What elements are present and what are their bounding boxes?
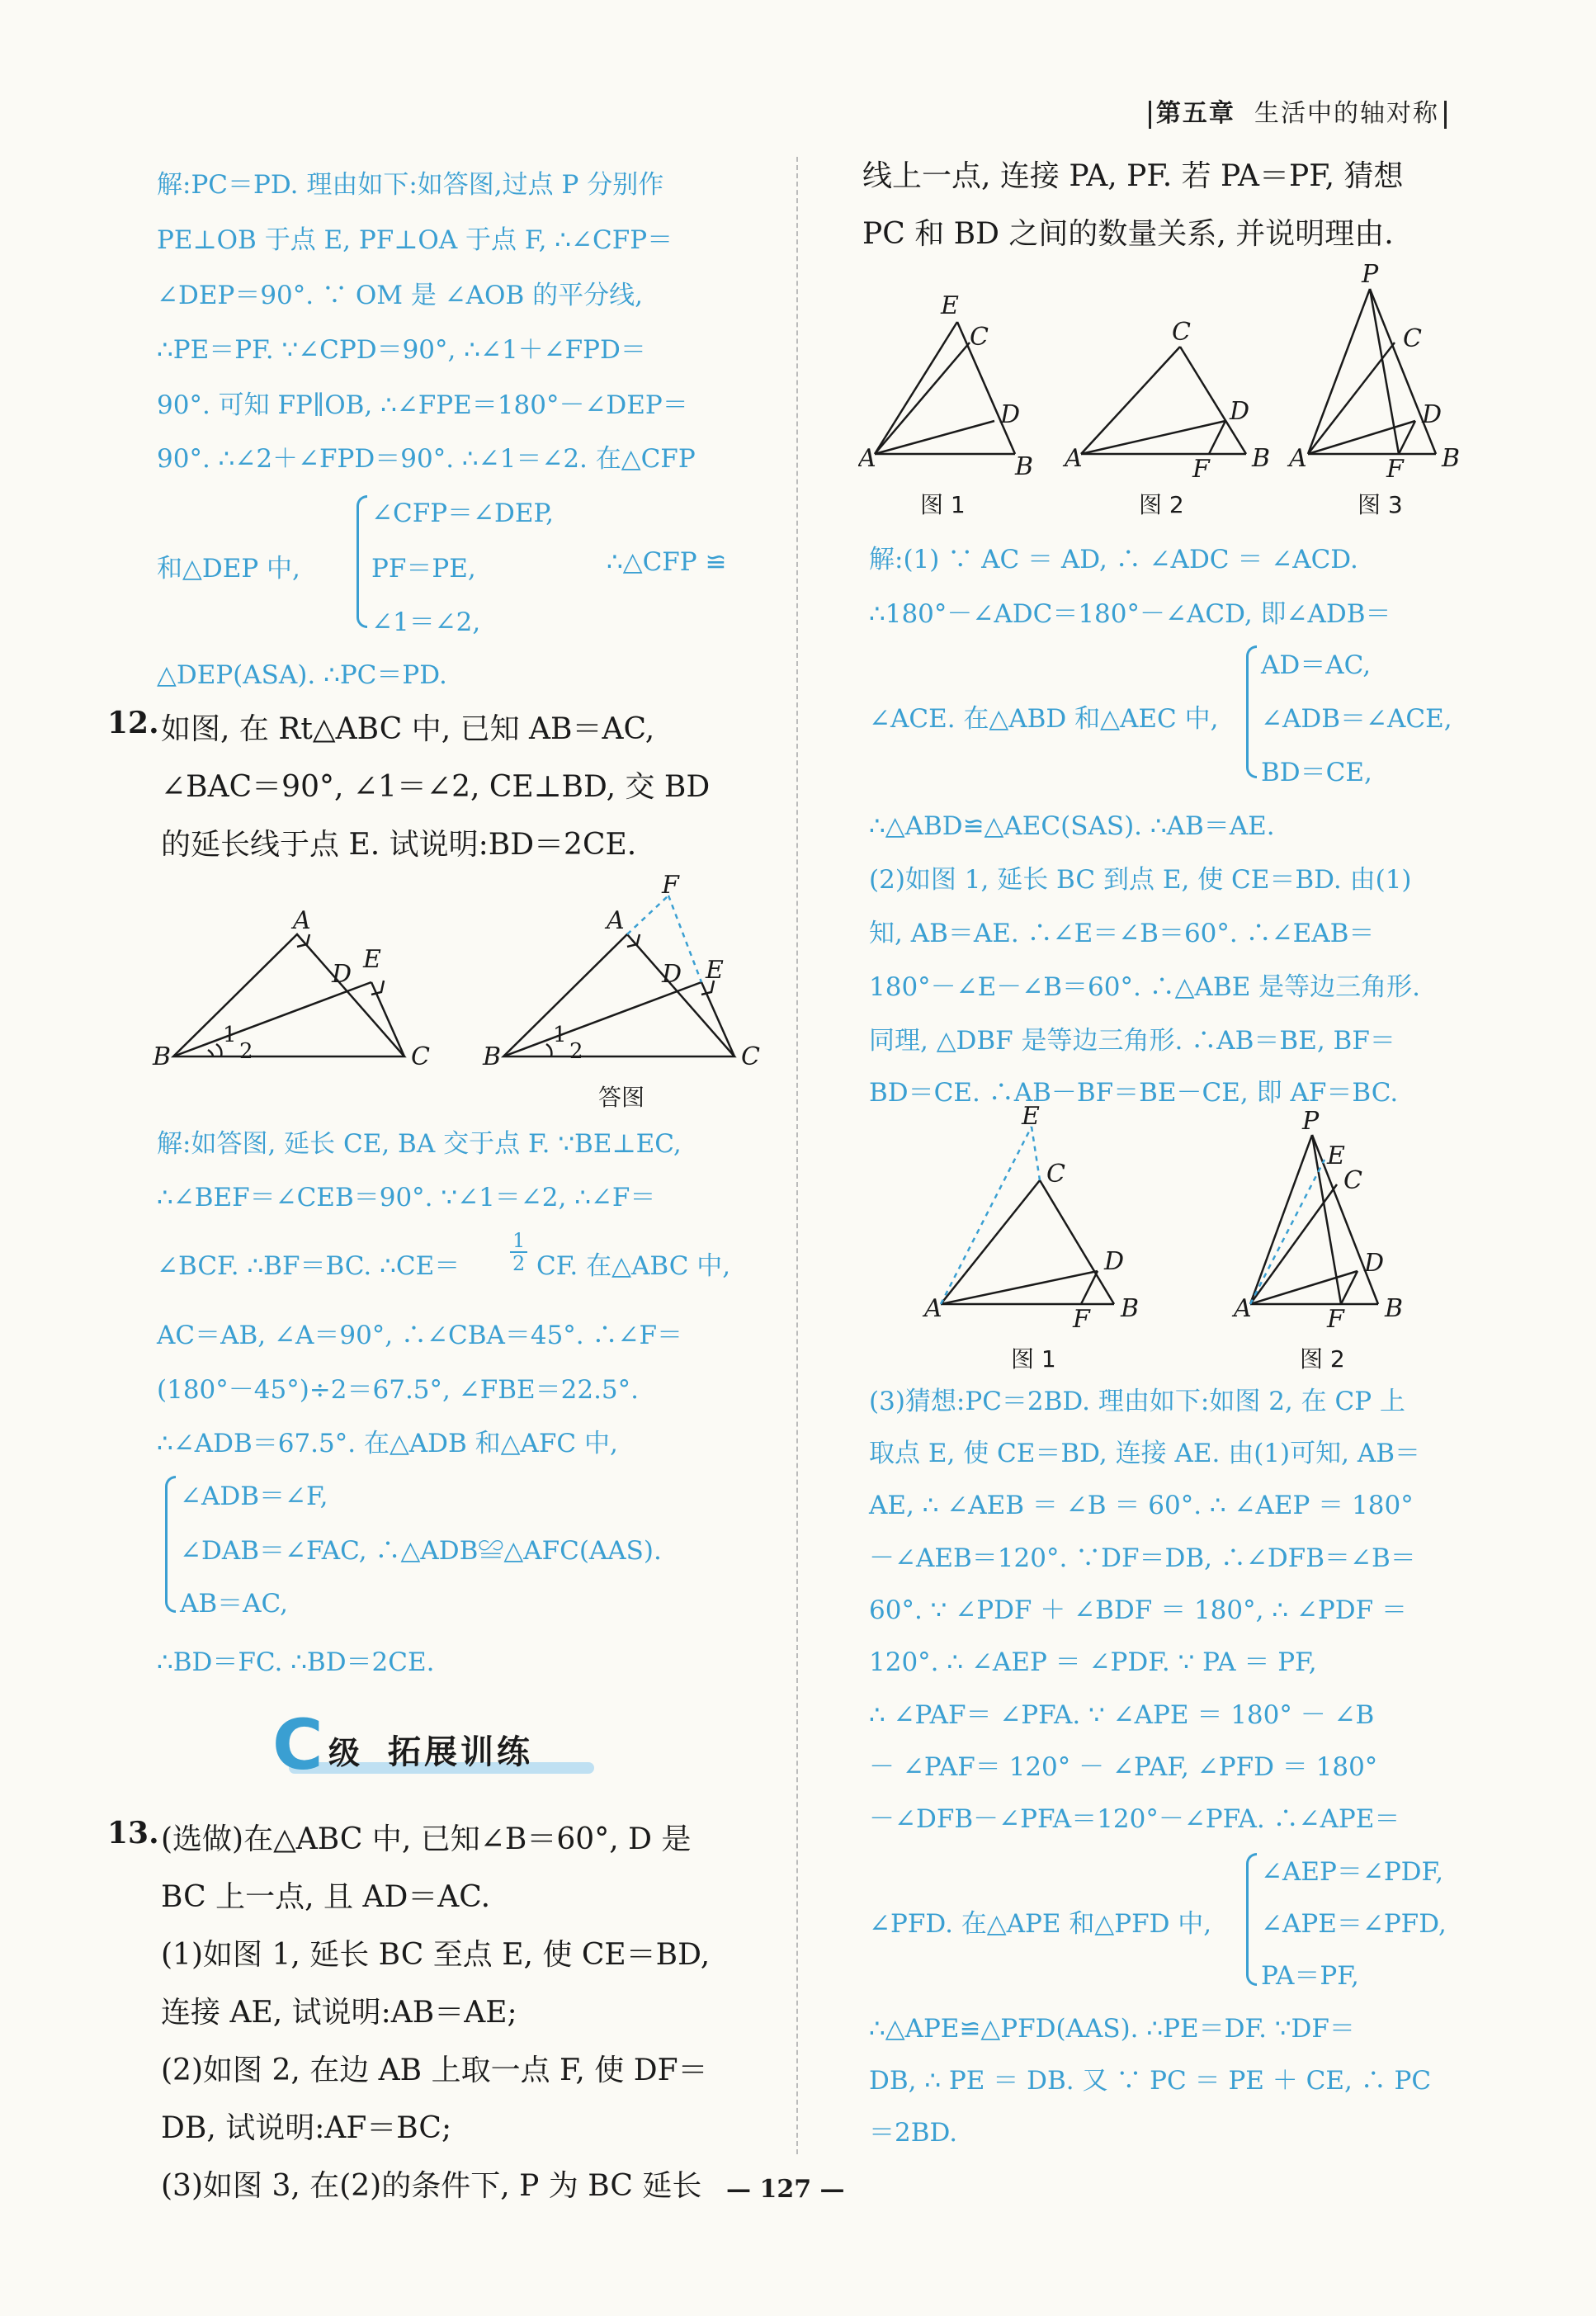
svg-text:A: A (1234, 1294, 1252, 1323)
q12-line: 的延长线于点 E. 试说明:BD＝2CE. (161, 828, 637, 862)
svg-text:C: C (970, 323, 989, 352)
sol13-line: 60°. ∵ ∠PDF ＋ ∠BDF ＝ 180°, ∴ ∠PDF ＝ (869, 1595, 1407, 1625)
svg-text:B: B (1121, 1294, 1140, 1323)
sol13-system-line: PA＝PF, (1261, 1961, 1359, 1991)
figure-q12 (149, 875, 776, 1073)
sol11-system-suffix: ∴△CFP ≌ (607, 547, 727, 577)
svg-text:B: B (153, 1042, 172, 1071)
svg-text:F: F (1073, 1305, 1090, 1334)
question-number: 13. (107, 1816, 159, 1850)
sol13-system-line: ∠ADB＝∠ACE, (1261, 704, 1452, 734)
q13-line: (3)如图 3, 在(2)的条件下, P 为 BC 延长 (161, 2169, 702, 2203)
svg-text:P: P (1302, 1107, 1320, 1136)
sol13-line: ＝2BD. (869, 2118, 958, 2148)
page-number-value: 127 (759, 2175, 812, 2204)
q13-line: 连接 AE, 试说明:AB＝AE; (161, 1996, 517, 2030)
sol13-line: － ∠PAF＝ 120° － ∠PAF, ∠PFD ＝ 180° (869, 1752, 1378, 1782)
sol13-line: AE, ∴ ∠AEB ＝ ∠B ＝ 60°. ∴ ∠AEP ＝ 180° (869, 1491, 1414, 1520)
brace (1246, 1853, 1257, 1986)
svg-text:P: P (1362, 264, 1379, 289)
badge-letter: C (272, 1704, 323, 1785)
svg-text:2: 2 (569, 1039, 583, 1064)
figure-q13 (858, 264, 1502, 487)
sol13-line: 120°. ∴ ∠AEP ＝ ∠PDF. ∵ PA ＝ PF, (869, 1647, 1317, 1677)
svg-text:1: 1 (223, 1023, 237, 1047)
sol13-system-line: BD＝CE, (1261, 758, 1372, 787)
sol13-line: ∴△APE≌△PFD(AAS). ∴PE＝DF. ∵DF＝ (869, 2014, 1355, 2044)
sol12-line: (180°－45°)÷2＝67.5°, ∠FBE＝22.5°. (157, 1375, 640, 1405)
q13-line: (1)如图 1, 延长 BC 至点 E, 使 CE＝BD, (161, 1938, 711, 1972)
q13-cont-line: PC 和 BD 之间的数量关系, 并说明理由. (862, 217, 1394, 251)
brace (357, 495, 367, 628)
svg-text:C: C (411, 1042, 430, 1071)
sol13-system-line: ∠APE＝∠PFD, (1261, 1909, 1447, 1939)
badge-level: 级 (328, 1734, 361, 1771)
svg-text:B: B (1015, 452, 1034, 481)
svg-text:1: 1 (553, 1023, 567, 1047)
svg-text:E: E (363, 945, 381, 974)
sol11-line: PE⊥OB 于点 E, PF⊥OA 于点 F, ∴∠CFP＝ (157, 225, 673, 255)
svg-text:D: D (662, 960, 682, 989)
svg-text:F: F (1192, 455, 1210, 484)
badge-title: 拓展训练 (388, 1732, 533, 1771)
sol13-line: (3)猜想:PC＝2BD. 理由如下:如图 2, 在 CP 上 (869, 1387, 1405, 1416)
svg-text:C: C (1343, 1166, 1362, 1195)
sol13-system-prefix: ∠PFD. 在△APE 和△PFD 中, (869, 1909, 1212, 1939)
sol13-line: －∠DFB－∠PFA＝120°－∠PFA. ∴∠APE＝ (869, 1804, 1400, 1834)
q12-line: ∠BAC＝90°, ∠1＝∠2, CE⊥BD, 交 BD (161, 770, 711, 804)
sol12-line: ∴∠BEF＝∠CEB＝90°. ∵∠1＝∠2, ∴∠F＝ (157, 1183, 656, 1212)
sol12-line: AC＝AB, ∠A＝90°, ∴∠CBA＝45°. ∴∠F＝ (157, 1321, 682, 1350)
sol12-end: ∴BD＝FC. ∴BD＝2CE. (157, 1647, 435, 1677)
sol11-system-line: ∠1＝∠2, (371, 607, 481, 637)
svg-text:A: A (858, 444, 876, 473)
sol13-line: 取点 E, 使 CE＝BD, 连接 AE. 由(1)可知, AB＝ (869, 1439, 1420, 1468)
sol13-line: DB, ∴ PE ＝ DB. 又 ∵ PC ＝ PE ＋ CE, ∴ PC (869, 2066, 1432, 2096)
sol11-system-line: ∠CFP＝∠DEP, (371, 499, 554, 528)
svg-text:A: A (1289, 444, 1307, 473)
sol13-system-line: AD＝AC, (1261, 650, 1372, 680)
figure-caption: 图 3 (1358, 491, 1403, 518)
sol13-system-prefix: ∠ACE. 在△ABD 和△AEC 中, (869, 704, 1219, 734)
svg-text:B: B (483, 1042, 502, 1071)
svg-text:B: B (1252, 444, 1271, 473)
svg-text:B: B (1442, 444, 1461, 473)
sol11-line: 90°. 可知 FP∥OB, ∴∠FPE＝180°－∠DEP＝ (157, 390, 688, 420)
svg-text:F: F (1386, 455, 1404, 484)
brace (165, 1476, 176, 1613)
svg-text:D: D (332, 960, 352, 989)
column-divider (796, 157, 798, 2154)
sol11-line: 90°. ∴∠2＋∠FPD＝90°. ∴∠1＝∠2. 在△CFP (157, 444, 696, 474)
svg-text:E: E (1327, 1141, 1345, 1170)
sol13-line: －∠AEB＝120°. ∵DF＝DB, ∴∠DFB＝∠B＝ (869, 1543, 1416, 1573)
q13-line: (选做)在△ABC 中, 已知∠B＝60°, D 是 (161, 1822, 692, 1856)
svg-text:D: D (1104, 1247, 1125, 1276)
q12-line: 如图, 在 Rt△ABC 中, 已知 AB＝AC, (161, 712, 655, 746)
sol12-line: ∴∠ADB＝67.5°. 在△ADB 和△AFC 中, (157, 1429, 618, 1458)
svg-text:E: E (941, 291, 959, 320)
figure-caption: 答图 (598, 1084, 645, 1111)
svg-text:A: A (293, 906, 311, 935)
figure-caption: 图 1 (1011, 1345, 1056, 1373)
sol13-line: 180°－∠E－∠B＝60°. ∴△ABE 是等边三角形. (869, 972, 1421, 1002)
svg-text:F: F (662, 875, 679, 900)
svg-text:F: F (1327, 1305, 1344, 1334)
question-number: 12. (107, 706, 159, 740)
sol11-line: ∠DEP＝90°. ∵ OM 是 ∠AOB 的平分线, (157, 281, 643, 310)
q13-line: (2)如图 2, 在边 AB 上取一点 F, 使 DF＝ (161, 2054, 708, 2087)
sol12-system-line: AB＝AC, (180, 1589, 289, 1619)
sol13-line: ∴△ABD≌△AEC(SAS). ∴AB＝AE. (869, 811, 1275, 841)
svg-text:A: A (924, 1294, 942, 1323)
sol12-line: CF. 在△ABC 中, (536, 1251, 731, 1281)
sol12-system-line: ∠DAB＝∠FAC, ∴△ADB≌△AFC(AAS). (180, 1536, 662, 1566)
svg-text:E: E (1022, 1106, 1040, 1131)
svg-text:C: C (741, 1042, 760, 1071)
svg-text:D: D (1364, 1249, 1385, 1278)
svg-text:D: D (1422, 400, 1443, 429)
sol13-line: BD＝CE. ∴AB－BF＝BE－CE, 即 AF＝BC. (869, 1078, 1399, 1108)
svg-text:C: C (1046, 1160, 1065, 1189)
page-number: — 127 — (726, 2175, 845, 2204)
figure-caption: 图 1 (920, 491, 966, 518)
svg-text:B: B (1385, 1294, 1404, 1323)
q13-line: DB, 试说明:AF＝BC; (161, 2111, 452, 2145)
fraction (510, 1230, 527, 1274)
sol13-line: 知, AB＝AE. ∴∠E＝∠B＝60°. ∴∠EAB＝ (869, 919, 1375, 948)
fraction-numerator: 1 (510, 1230, 527, 1253)
figure-solution-q13 (916, 1106, 1461, 1337)
sol13-line: ∴180°－∠ADC＝180°－∠ACD, 即∠ADB＝ (869, 599, 1391, 629)
brace (1246, 645, 1257, 778)
svg-text:C: C (1403, 324, 1422, 353)
q13-line: BC 上一点, 且 AD＝AC. (161, 1880, 491, 1914)
sol11-end: △DEP(ASA). ∴PC＝PD. (157, 660, 447, 690)
level-badge (272, 1704, 611, 1785)
fraction-denominator: 2 (512, 1252, 526, 1275)
sol13-line: 解:(1) ∵ AC ＝ AD, ∴ ∠ADC ＝ ∠ACD. (869, 545, 1358, 574)
sol12-line: ∠BCF. ∴BF＝BC. ∴CE＝ (157, 1251, 460, 1281)
sol13-line: 同理, △DBF 是等边三角形. ∴AB＝BE, BF＝ (869, 1026, 1395, 1056)
sol12-system-line: ∠ADB＝∠F, (180, 1482, 328, 1511)
figure-caption: 图 2 (1139, 491, 1184, 518)
sol12-line: 解:如答图, 延长 CE, BA 交于点 F. ∵BE⊥EC, (157, 1129, 682, 1159)
svg-text:A: A (1065, 444, 1083, 473)
sol11-line: ∴PE＝PF. ∵∠CPD＝90°, ∴∠1＋∠FPD＝ (157, 335, 646, 365)
chapter-title: 生活中的轴对称 (1254, 99, 1439, 128)
chapter-header (1144, 92, 1452, 129)
sol13-line: (2)如图 1, 延长 BC 到点 E, 使 CE＝BD. 由(1) (869, 865, 1412, 895)
svg-text:D: D (1000, 400, 1021, 429)
sol11-system-line: PF＝PE, (371, 554, 476, 584)
sol13-line: ∴ ∠PAF＝ ∠PFA. ∵ ∠APE ＝ 180° － ∠B (869, 1700, 1375, 1730)
q13-cont-line: 线上一点, 连接 PA, PF. 若 PA＝PF, 猜想 (862, 159, 1404, 193)
sol11-system-prefix: 和△DEP 中, (157, 554, 300, 584)
sol11-line: 解:PC＝PD. 理由如下:如答图,过点 P 分别作 (157, 170, 664, 200)
sol13-system-line: ∠AEP＝∠PDF, (1261, 1857, 1444, 1887)
svg-text:C: C (1172, 318, 1191, 347)
figure-caption: 图 2 (1300, 1345, 1345, 1373)
svg-text:E: E (706, 956, 724, 985)
chapter-label: 第五章 (1155, 99, 1235, 128)
svg-text:A: A (607, 906, 625, 935)
svg-text:D: D (1230, 397, 1250, 426)
svg-text:2: 2 (239, 1039, 253, 1064)
